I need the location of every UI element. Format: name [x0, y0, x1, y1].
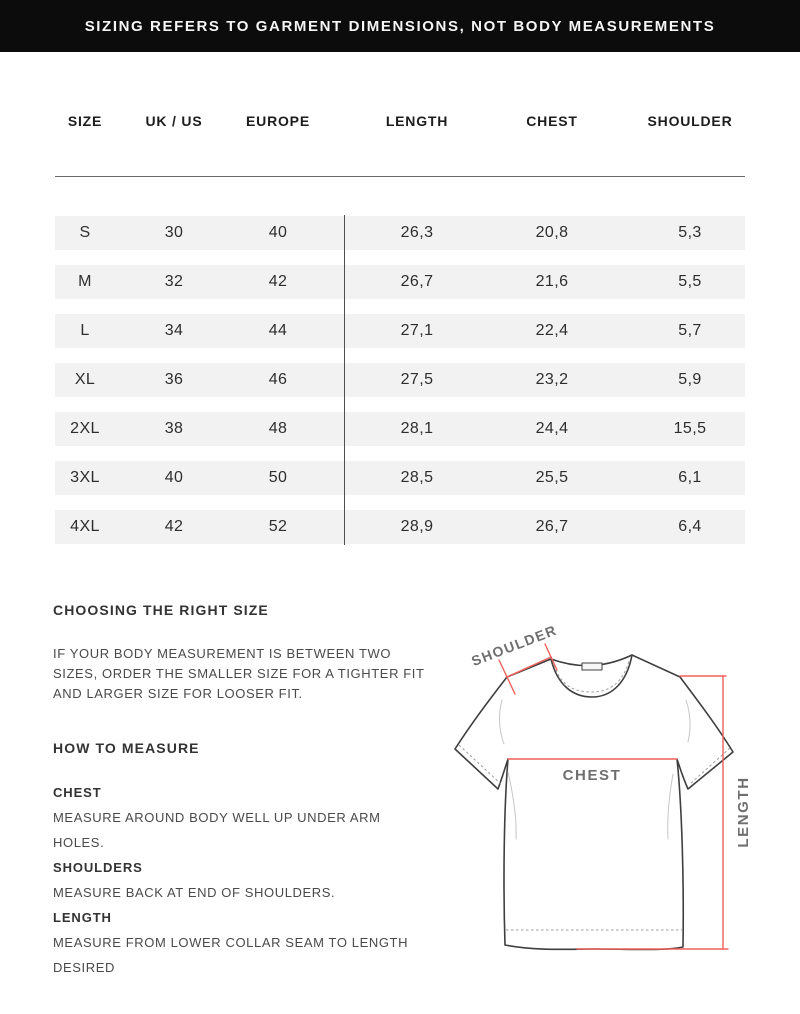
header-chest: CHEST — [526, 113, 578, 129]
cell-chest: 24,4 — [535, 420, 569, 437]
cell-europe: 40 — [268, 224, 288, 241]
choosing-size-title: CHOOSING THE RIGHT SIZE — [53, 602, 269, 618]
shoulder-measure-tick-outer — [499, 660, 515, 694]
cell-europe: 44 — [268, 322, 288, 339]
table-row — [55, 412, 745, 446]
table-row — [55, 265, 745, 299]
table-column-divider — [344, 215, 345, 545]
table-row — [55, 314, 745, 348]
cell-size: M — [78, 273, 92, 290]
cell-length: 26,7 — [400, 273, 434, 290]
header-uk-us: UK / US — [145, 113, 203, 129]
cell-size: L — [80, 322, 90, 339]
cell-shoulder: 6,1 — [678, 469, 702, 486]
sizing-disclaimer-banner — [0, 0, 800, 52]
cell-chest: 23,2 — [535, 371, 569, 388]
header-shoulder: SHOULDER — [647, 113, 733, 129]
header-rule — [55, 176, 745, 177]
cell-length: 26,3 — [400, 224, 434, 241]
shirt-stitching — [459, 661, 730, 930]
cell-shoulder: 15,5 — [673, 420, 707, 437]
cell-chest: 21,6 — [535, 273, 569, 290]
cell-europe: 52 — [268, 518, 288, 535]
shoulder-measure-tick-inner — [545, 644, 557, 670]
sizing-guide-text — [53, 602, 453, 980]
tshirt-diagram — [440, 612, 800, 977]
cell-ukus: 30 — [164, 224, 184, 241]
cell-europe: 50 — [268, 469, 288, 486]
measure-desc-length: MEASURE FROM LOWER COLLAR SEAM TO LENGTH DESIRED — [53, 935, 409, 975]
header-europe: EUROPE — [246, 113, 310, 129]
cell-shoulder: 5,9 — [678, 371, 702, 388]
cell-chest: 22,4 — [535, 322, 569, 339]
cell-length: 28,9 — [400, 518, 434, 535]
cell-ukus: 42 — [164, 518, 184, 535]
shoulder-measure-line — [507, 657, 551, 677]
shoulder-label: SHOULDER — [469, 621, 560, 670]
cell-ukus: 36 — [164, 371, 184, 388]
cell-size: 2XL — [70, 420, 100, 437]
cell-length: 27,5 — [400, 371, 434, 388]
choosing-size-text: IF YOUR BODY MEASUREMENT IS BETWEEN TWO SIZES, ORDER THE SMALLER SIZE FOR A TIGHTER FIT AND LARGER SIZE FOR LOOSER FIT. — [53, 646, 425, 701]
cell-chest: 26,7 — [535, 518, 569, 535]
cell-europe: 46 — [268, 371, 288, 388]
table-row — [55, 461, 745, 495]
cell-length: 27,1 — [400, 322, 434, 339]
cell-chest: 20,8 — [535, 224, 569, 241]
table-row — [55, 216, 745, 250]
measure-desc-shoulders: MEASURE BACK AT END OF SHOULDERS. — [53, 885, 336, 900]
measure-term-shoulders: SHOULDERS — [53, 860, 143, 875]
cell-size: 3XL — [70, 469, 100, 486]
cell-europe: 48 — [268, 420, 288, 437]
size-table — [55, 112, 745, 559]
cell-size: 4XL — [70, 518, 100, 535]
cell-ukus: 40 — [164, 469, 184, 486]
table-row — [55, 363, 745, 397]
cell-shoulder: 5,5 — [678, 273, 702, 290]
measure-term-chest: CHEST — [53, 785, 102, 800]
how-to-measure-title: HOW TO MEASURE — [53, 740, 200, 756]
table-body — [55, 216, 745, 544]
header-length: LENGTH — [385, 113, 449, 129]
cell-ukus: 34 — [164, 322, 184, 339]
table-row — [55, 510, 745, 544]
cell-shoulder: 5,3 — [678, 224, 702, 241]
banner-text: SIZING REFERS TO GARMENT DIMENSIONS, NOT BODY MEASUREMENTS — [84, 17, 716, 35]
measure-term-length: LENGTH — [53, 910, 112, 925]
cell-length: 28,1 — [400, 420, 434, 437]
shirt-outline — [455, 655, 733, 950]
measure-desc-chest: MEASURE AROUND BODY WELL UP UNDER ARM HOLES. — [53, 810, 381, 850]
cell-shoulder: 5,7 — [678, 322, 702, 339]
cell-length: 28,5 — [400, 469, 434, 486]
measure-definitions — [53, 780, 411, 980]
chest-label: CHEST — [562, 767, 622, 784]
cell-europe: 42 — [268, 273, 288, 290]
cell-ukus: 32 — [164, 273, 184, 290]
cell-size: XL — [74, 371, 96, 388]
cell-size: S — [79, 224, 91, 241]
header-size: SIZE — [67, 113, 103, 129]
cell-shoulder: 6,4 — [678, 518, 702, 535]
length-label: LENGTH — [735, 776, 752, 848]
cell-chest: 25,5 — [535, 469, 569, 486]
cell-ukus: 38 — [164, 420, 184, 437]
table-header-row — [55, 112, 745, 130]
